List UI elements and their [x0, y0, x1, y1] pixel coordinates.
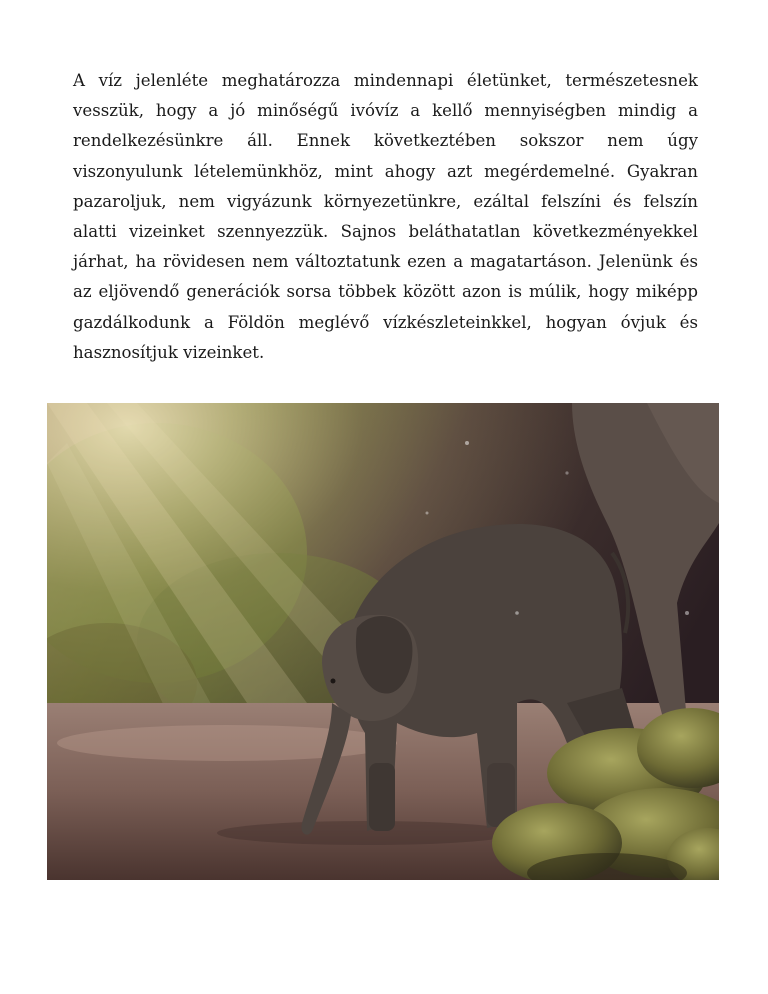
elephant-photo — [47, 403, 719, 880]
body-paragraph: A víz jelenléte meghatározza mindennapi életünket, természetesnek vesszük, hogy a jó minőségű ivóvíz a kellő mennyiségben mindig a rendelkezésünkre áll. Ennek következtében sokszor nem úgy viszonyulunk lételemünkhöz, mint ahogy azt megérdemelné. Gyakran pazaroljuk, nem vigyázunk környezetünkre, ezáltal felszíni és felszín alatti vizeinket szennyezzük. Sajnos beláthatatlan következményekkel járhat, ha rövidesen nem változtatunk ezen a magatartáson. Jelenünk és az eljövendő generációk sorsa többek között azon is múlik, hogy miképp gazdálkodunk a Földön meglévő vízkészleteinkkel, hogyan óvjuk és hasznosítjuk vizeinket. — [73, 71, 698, 362]
elephant-illustration — [47, 403, 719, 880]
